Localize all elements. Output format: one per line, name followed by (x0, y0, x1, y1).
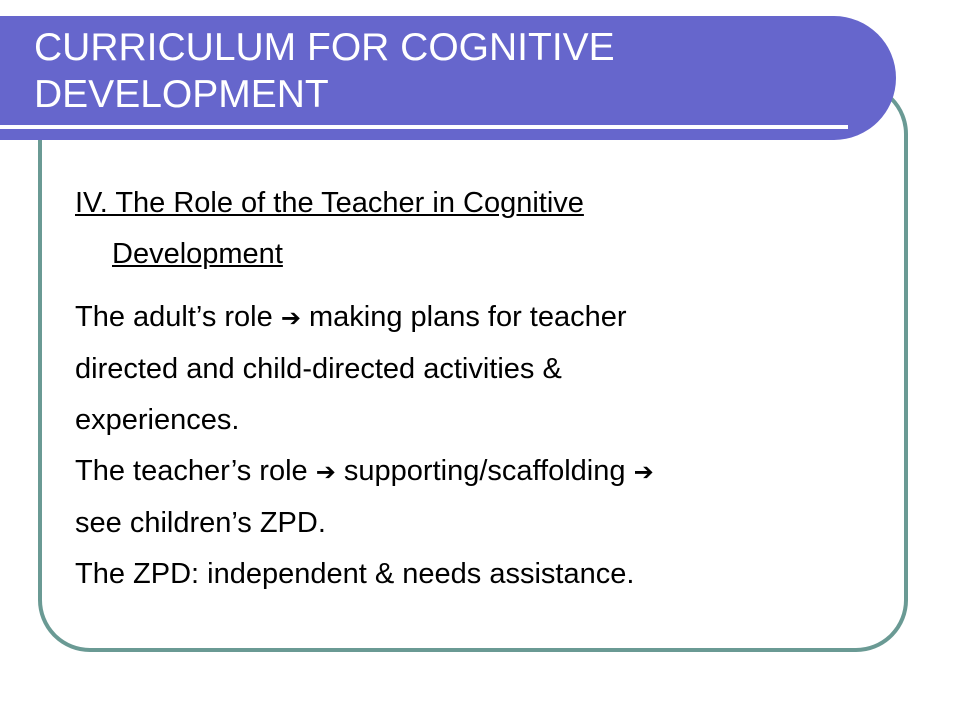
body-line-3: experiences. (75, 404, 240, 436)
heading-line-2-text: Development (112, 238, 283, 270)
section-heading (75, 178, 875, 280)
right-arrow-icon: ➔ (315, 458, 336, 486)
body-line-5: see children’s ZPD. (75, 507, 326, 539)
heading-line-1: IV. The Role of the Teacher in Cognitive (75, 187, 584, 219)
body-line-1 (75, 292, 875, 344)
body-line-4 (75, 446, 875, 498)
body-line-6: The ZPD: independent & needs assistance. (75, 558, 635, 590)
body-line-4-text-a: The teacher’s role (75, 455, 316, 487)
body-line-1-text-b: making plans for teacher (300, 301, 627, 333)
slide-body (75, 178, 875, 600)
body-line-4-text-b: supporting/scaffolding (335, 455, 634, 487)
right-arrow-icon: ➔ (280, 304, 301, 332)
heading-line-2 (75, 235, 283, 273)
title-divider (0, 125, 848, 129)
body-line-2: directed and child-directed activities & (75, 353, 562, 385)
slide-title: CURRICULUM FOR COGNITIVE DEVELOPMENT (34, 26, 615, 116)
right-arrow-icon: ➔ (633, 458, 654, 486)
body-line-1-text-a: The adult’s role (75, 301, 281, 333)
